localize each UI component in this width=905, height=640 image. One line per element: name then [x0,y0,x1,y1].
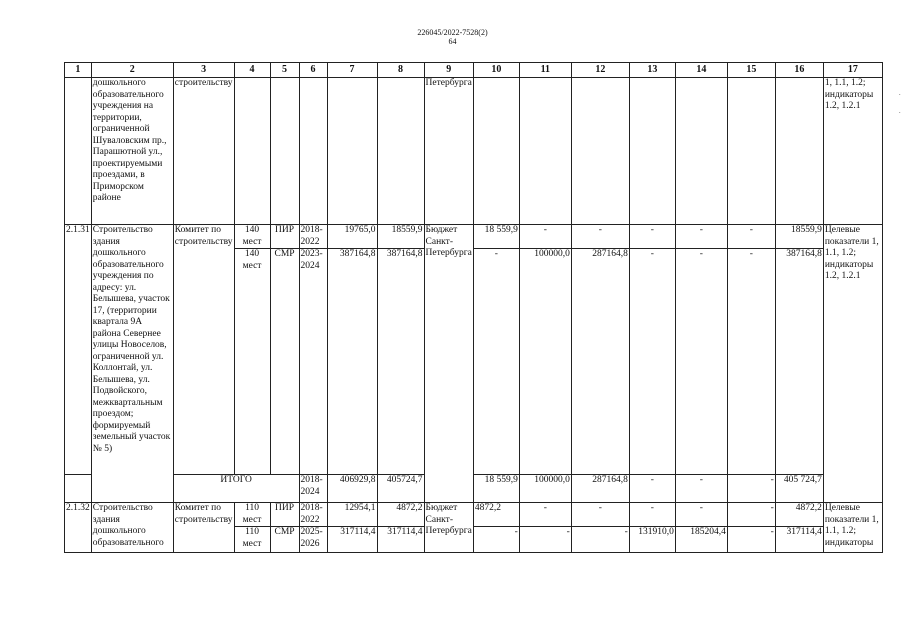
balance-cell: 4872,2 [377,503,424,527]
cell-empty [65,78,92,225]
customer-cell: строительству [173,78,234,225]
total-cell: 387164,8 [775,249,823,475]
row-number: 2.1.32 [65,503,92,553]
col-header: 1 [65,63,92,78]
stage-cell: СМР [270,527,299,553]
col-header: 15 [727,63,775,78]
cost-cell: 406929,8 [327,475,377,503]
year-cell: - [629,249,675,475]
year-cell: - [629,225,675,249]
years-cell: 2018-2022 [299,225,327,249]
col-header: 12 [571,63,629,78]
stage-cell: СМР [270,249,299,475]
cell-empty [519,78,571,225]
total-cell: 18559,9 [775,225,823,249]
total-cell: 4872,2 [775,503,823,527]
balance-cell: 317114,4 [377,527,424,553]
cell-empty [727,78,775,225]
col-header: 9 [424,63,473,78]
year-cell: - [473,249,519,475]
document-number: 226045/2022-7528(2) [417,28,488,37]
year-cell: - [519,503,571,527]
cell-empty [675,78,727,225]
year-cell: - [629,475,675,503]
continuation-row [65,78,883,225]
col-header: 14 [675,63,727,78]
object-name-cell: дошкольного образовательного учреждения на территории, ограниченной Шуваловским пр., Парашютной ул., проектируемыми проездами, в Приморском районе [91,78,173,225]
year-cell: - [519,225,571,249]
year-cell: - [571,527,629,553]
year-cell: 100000,0 [519,475,571,503]
cell-empty [65,475,92,503]
cost-cell: 19765,0 [327,225,377,249]
cell-empty [629,78,675,225]
balance-cell: 387164,8 [377,249,424,475]
year-cell: - [519,527,571,553]
year-cell: - [727,249,775,475]
stage-cell: ПИР [270,225,299,249]
object-name-cell: Строительство здания дошкольного образовательного учреждения по адресу: ул. Белышева, участок 17, (территории квартала 9А района Севернее улицы Новоселов, ограниченной ул. Коллонтай, ул. Белышева, ул. Подвойского, межквартальным проездом; формируемый земельный участок № 5) [91,225,173,503]
capacity-cell: 140 мест [234,249,270,475]
cell-empty [299,78,327,225]
object-name-cell: Строительство здания дошкольного образовательного [91,503,173,553]
col-header: 17 [823,63,882,78]
year-cell: - [675,503,727,527]
col-header: 16 [775,63,823,78]
col-header: 3 [173,63,234,78]
col-header: 6 [299,63,327,78]
cell-empty [234,78,270,225]
cost-cell: 387164,8 [327,249,377,475]
year-cell: 131910,0 [629,527,675,553]
capacity-cell: 140 мест [234,225,270,249]
customer-cell: Комитет по строительству [173,225,234,475]
year-cell: - [571,225,629,249]
indicators-cell: Целевые показатели 1, 1.1, 1.2; индикаторы 1.2, 1.2.1 [823,225,882,503]
year-cell: - [571,503,629,527]
year-cell: - [727,225,775,249]
margin-mark: · [898,91,901,99]
cost-cell: 12954,1 [327,503,377,527]
budget-cell: Бюджет Санкт-Петербурга [424,225,473,503]
indicators-cell: 1, 1.1, 1.2; индикаторы 1.2, 1.2.1 [823,78,882,225]
cell-empty [377,78,424,225]
year-cell: - [629,503,675,527]
cell-empty [327,78,377,225]
col-header: 2 [91,63,173,78]
cell-empty [473,78,519,225]
year-cell: - [675,475,727,503]
stage-cell: ПИР [270,503,299,527]
year-cell: 18 559,9 [473,475,519,503]
year-cell: 18 559,9 [473,225,519,249]
year-cell: - [727,475,775,503]
years-cell: 2018-2022 [299,503,327,527]
cell-empty [270,78,299,225]
year-cell: 4872,2 [473,503,519,527]
program-table [64,62,883,553]
col-header: 10 [473,63,519,78]
cost-cell: 317114,4 [327,527,377,553]
total-label: ИТОГО [173,475,299,503]
col-header: 11 [519,63,571,78]
header-row [65,63,883,78]
cell-empty [775,78,823,225]
year-cell: 287164,8 [571,475,629,503]
year-cell: - [473,527,519,553]
col-header: 5 [270,63,299,78]
year-cell: 100000,0 [519,249,571,475]
year-cell: 287164,8 [571,249,629,475]
year-cell: - [675,225,727,249]
col-header: 8 [377,63,424,78]
capacity-cell: 110 мест [234,527,270,553]
row-number: 2.1.31 [65,225,92,475]
balance-cell: 18559,9 [377,225,424,249]
year-cell: 185204,4 [675,527,727,553]
margin-mark: · [898,109,901,117]
year-cell: - [727,503,775,527]
years-cell: 2018-2024 [299,475,327,503]
capacity-cell: 110 мест [234,503,270,527]
year-cell: - [675,249,727,475]
col-header: 7 [327,63,377,78]
cell-empty [571,78,629,225]
indicators-cell: Целевые показатели 1, 1.1, 1.2; индикаторы [823,503,882,553]
table-row [65,503,883,527]
years-cell: 2025-2026 [299,527,327,553]
customer-cell: Комитет по строительству [173,503,234,553]
budget-cell: Петербурга [424,78,473,225]
years-cell: 2023-2024 [299,249,327,475]
col-header: 13 [629,63,675,78]
balance-cell: 405724,7 [377,475,424,503]
col-header: 4 [234,63,270,78]
budget-cell: Бюджет Санкт-Петербурга [424,503,473,553]
page-number: 64 [448,37,457,46]
year-cell: - [727,527,775,553]
total-cell: 405 724,7 [775,475,823,503]
total-row [65,475,883,503]
table-row [65,225,883,249]
total-cell: 317114,4 [775,527,823,553]
